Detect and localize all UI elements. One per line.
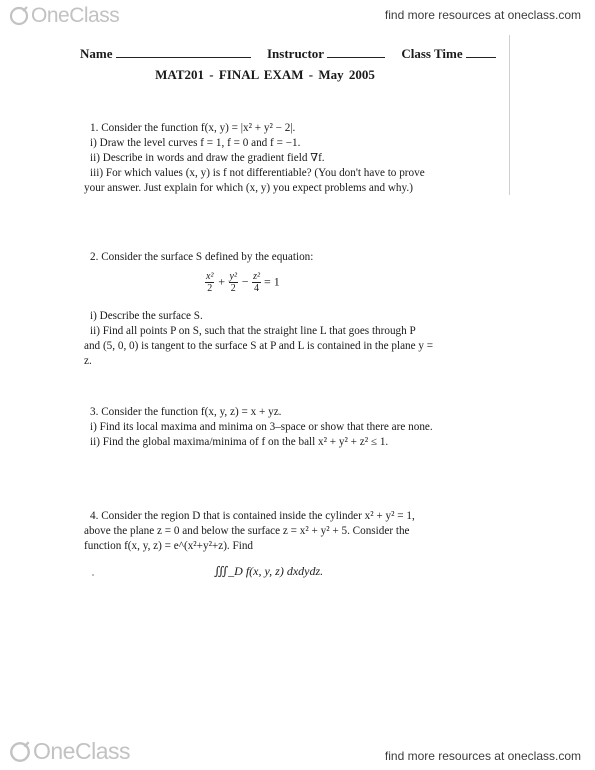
q2-intro: 2. Consider the surface S defined by the equation: — [90, 251, 314, 263]
find-more-resources-link-top[interactable]: find more resources at oneclass.com — [384, 8, 581, 22]
q1-part-i: i) Draw the level curves f = 1, f = 0 and f = −1. — [90, 137, 301, 149]
instructor-blank — [327, 57, 385, 58]
scan-edge-line — [509, 35, 510, 195]
q4-text: 4. Consider the region D that is contained inside the cylinder x² + y² = 1, above the plane z = 0 and below the surface z = x² + y² + 5. Consider the function f(x, y, z) = e^(x²+y²+z). Find — [84, 510, 415, 552]
q3-intro: 3. Consider the function f(x, y, z) = x + yz. — [90, 406, 282, 418]
oneclass-circle-icon — [8, 5, 30, 27]
oneclass-logo-top[interactable] — [8, 4, 119, 28]
q1-part-ii: ii) Describe in words and draw the gradient field ∇f. — [90, 152, 325, 164]
q2-part-i: i) Describe the surface S. — [90, 310, 203, 322]
q1-part-iii: iii) For which values (x, y) is f not differentiable? (You don't have to prove your answer. Just explain for which (x, y) you expect problems and why.) — [84, 167, 425, 194]
oneclass-circle-icon — [8, 740, 32, 764]
class-time-blank — [466, 57, 496, 58]
q3-part-i: i) Find its local maxima and minima on 3–space or show that there are none. — [90, 421, 433, 433]
question-3 — [84, 405, 434, 450]
q2-part-ii: ii) Find all points P on S, such that the straight line L that goes through P and (5, 0, 0) is tangent to the surface S at P and L is contained in the plane y = z. — [84, 325, 434, 367]
find-more-resources-link-bottom[interactable]: find more resources at oneclass.com — [384, 749, 581, 763]
question-4 — [84, 509, 434, 554]
exam-title: MAT201 - FINAL EXAM - May 2005 — [155, 67, 375, 82]
q1-intro: 1. Consider the function f(x, y) = |x² + y² − 2|. — [90, 122, 296, 134]
question-1 — [84, 121, 434, 196]
class-time-label: Class Time — [401, 46, 463, 61]
logo-text: OneClass — [31, 4, 120, 27]
q2-equation-tail: = 1 — [263, 274, 280, 289]
question-2 — [84, 250, 434, 265]
q4-integral: ∭_D f(x, y, z) dxdydz. — [214, 564, 324, 578]
question-2-parts — [84, 309, 434, 369]
q3-part-ii: ii) Find the global maxima/minima of f on the ball x² + y² + z² ≤ 1. — [90, 436, 389, 448]
name-label: Name — [80, 46, 113, 61]
logo-text: OneClass — [33, 738, 130, 764]
name-blank — [116, 57, 251, 58]
q2-equation: $\frac{\text{x²}}{2}$ + $\frac{\text{y²}}{2}$ − $\frac{\text{z²}}{4}$ = 1 — [206, 271, 280, 294]
scan-speck — [92, 574, 94, 576]
exam-header-row — [80, 46, 500, 62]
oneclass-logo-bottom[interactable] — [8, 738, 130, 765]
instructor-label: Instructor — [267, 46, 324, 61]
